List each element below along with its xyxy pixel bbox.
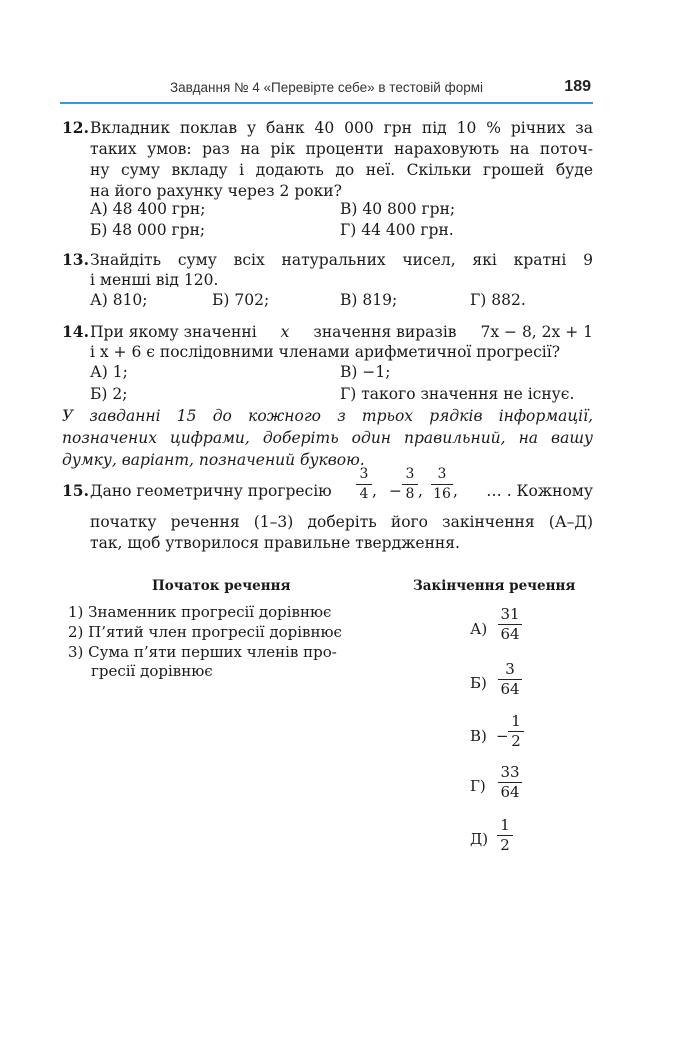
q14-option-g: Г) такого значення не існує. bbox=[340, 385, 575, 403]
q15-separator-3: , bbox=[453, 482, 458, 500]
fraction-bar bbox=[356, 484, 372, 485]
q15-fraction-2-numerator: 3 bbox=[405, 466, 415, 482]
ending-g-fraction bbox=[498, 764, 522, 801]
sentence-start-3-cont: гресії дорівнює bbox=[91, 662, 213, 680]
sentence-start-2: 2) П’ятий член прогресії дорівнює bbox=[68, 623, 342, 641]
ending-a-numerator: 31 bbox=[500, 605, 520, 623]
q15-separator-1: , bbox=[372, 482, 377, 500]
q14-number: 14. bbox=[62, 322, 89, 341]
q15-intro-tail: … . Кожному bbox=[486, 482, 593, 500]
ending-v-label: В) bbox=[470, 727, 487, 745]
ending-v-denominator: 2 bbox=[511, 732, 521, 750]
q15-fraction-2-denominator: 8 bbox=[405, 486, 415, 502]
ending-a-fraction bbox=[498, 606, 522, 643]
sentence-start-1: 1) Знаменник прогресії дорівнює bbox=[68, 603, 332, 621]
q15-text-line-3: так, щоб утворилося правильне твердження. bbox=[90, 534, 460, 552]
ending-b-numerator: 3 bbox=[505, 660, 515, 678]
q15-fraction-2 bbox=[402, 466, 418, 503]
ending-b-denominator: 64 bbox=[500, 680, 520, 698]
instruction-line-3: думку, варіант, позначений буквою. bbox=[62, 451, 365, 469]
sentence-start-3: 3) Сума п’яти перших членів про- bbox=[68, 643, 337, 661]
ending-d-numerator: 1 bbox=[500, 816, 510, 834]
instruction-line-2: позначених цифрами, доберіть один правильний, на вашу bbox=[62, 429, 593, 447]
q14-text-line-2: і x + 6 є послідовними членами арифметичної прогресії? bbox=[90, 343, 561, 361]
q15-fraction-1-numerator: 3 bbox=[359, 466, 369, 482]
ending-d-label: Д) bbox=[470, 830, 489, 848]
q13-option-v: В) 819; bbox=[340, 291, 398, 309]
ending-g-denominator: 64 bbox=[500, 783, 520, 801]
q15-intro: Дано геометричну прогресію bbox=[90, 482, 332, 500]
q13-option-a: А) 810; bbox=[90, 291, 148, 309]
q14-expressions: 7x − 8, 2x + 1 bbox=[480, 323, 593, 341]
page-header bbox=[60, 80, 593, 104]
instruction-line-1: У завданні 15 до кожного з трьох рядків інформації, bbox=[62, 407, 593, 425]
q12-text-line-3: ну суму вкладу і додають до неї. Скільки грошей буде bbox=[90, 161, 593, 179]
q12-number: 12. bbox=[62, 118, 89, 137]
q12-option-b: Б) 48 000 грн; bbox=[90, 221, 206, 239]
q14-option-b: Б) 2; bbox=[90, 385, 128, 403]
q15-separator-2: , bbox=[418, 482, 423, 500]
ending-d-denominator: 2 bbox=[500, 836, 510, 854]
ending-v-fraction bbox=[508, 713, 524, 750]
column-head-start: Початок речення bbox=[152, 578, 291, 594]
q12-text-line-1: Вкладник поклав у банк 40 000 грн під 10 % річних за bbox=[90, 119, 593, 137]
q15-number: 15. bbox=[62, 481, 89, 500]
header-title: Завдання № 4 «Перевірте себе» в тестовій формі bbox=[169, 80, 483, 95]
q14-option-v: В) −1; bbox=[340, 363, 391, 381]
q12-option-v: В) 40 800 грн; bbox=[340, 200, 456, 218]
q15-fraction-1-denominator: 4 bbox=[359, 486, 369, 502]
q14-text-part-1: При якому значенні bbox=[90, 323, 257, 341]
q15-text-line-2: початку речення (1–3) доберіть його закінчення (А–Д) bbox=[90, 513, 593, 531]
q13-option-g: Г) 882. bbox=[470, 291, 526, 309]
ending-a-label: А) bbox=[470, 620, 488, 638]
q13-number: 13. bbox=[62, 250, 89, 269]
ending-b-label: Б) bbox=[470, 674, 487, 692]
q13-text-line-2: і менші від 120. bbox=[90, 271, 219, 289]
fraction-bar bbox=[402, 484, 418, 485]
ending-b-fraction bbox=[498, 661, 522, 698]
q14-text-part-2: значення виразів bbox=[313, 323, 457, 341]
page-number: 189 bbox=[564, 78, 591, 95]
q12-text-line-4: на його рахунку через 2 роки? bbox=[90, 182, 342, 200]
q13-option-b: Б) 702; bbox=[212, 291, 270, 309]
q12-option-g: Г) 44 400 грн. bbox=[340, 221, 454, 239]
q12-text-line-2: таких умов: раз на рік проценти нараховують на поточ- bbox=[90, 140, 593, 158]
q12-option-a: А) 48 400 грн; bbox=[90, 200, 206, 218]
q15-fraction-3-denominator: 16 bbox=[433, 486, 451, 502]
q14-variable: x bbox=[280, 323, 290, 341]
q14-option-a: А) 1; bbox=[90, 363, 128, 381]
q15-fraction-3-numerator: 3 bbox=[437, 466, 447, 482]
q14-text-line-1 bbox=[90, 322, 593, 342]
ending-v-sign: − bbox=[496, 727, 509, 745]
ending-a-denominator: 64 bbox=[500, 625, 520, 643]
ending-d-fraction bbox=[497, 817, 513, 854]
q15-fraction-2-sign: − bbox=[389, 482, 402, 500]
q13-text-line-1: Знайдіть суму всіх натуральних чисел, які кратні 9 bbox=[90, 251, 593, 269]
ending-v-numerator: 1 bbox=[511, 712, 521, 730]
column-head-end: Закінчення речення bbox=[413, 578, 576, 594]
q15-fraction-3 bbox=[431, 466, 453, 503]
ending-g-label: Г) bbox=[470, 777, 486, 795]
q15-fraction-1 bbox=[356, 466, 372, 503]
ending-g-numerator: 33 bbox=[500, 763, 520, 781]
fraction-bar bbox=[431, 484, 453, 485]
